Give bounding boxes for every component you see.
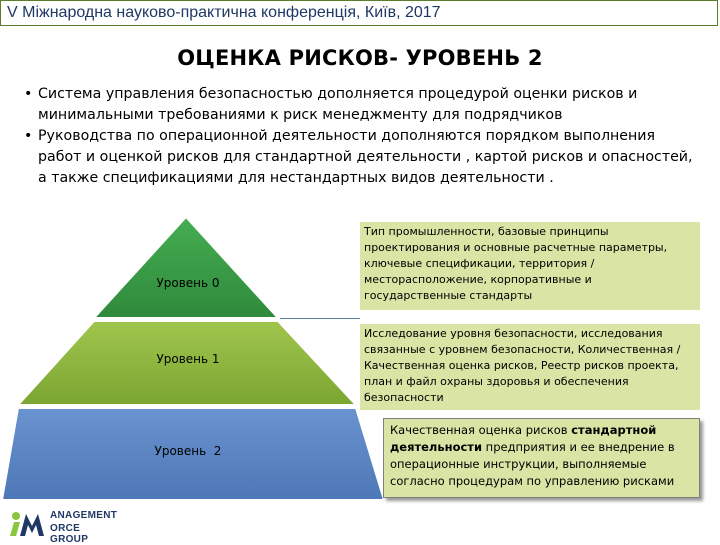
slide-title: ОЦЕНКА РИСКОВ- УРОВЕНЬ 2 [177, 46, 543, 70]
bullet-item: • Руководства по операционной деятельности дополняются порядком выполнения работ и оценкой рисков для стандартной деятельности , картой рисков и опасностей, а также спецификациями для нестандартных видов деятельности . [24, 126, 694, 189]
level-2-description [383, 418, 700, 498]
bullet-item: • Система управления безопасностью дополняется процедурой оценки рисков и минимальными требованиями к риск менеджменту для подрядчиков [24, 84, 694, 126]
pyramid-level-0-label: Уровень 0 [156, 276, 220, 290]
company-logo [6, 508, 118, 545]
pyramid-level-1-label: Уровень 1 [156, 352, 220, 366]
level-2-emphasis: стандартной деятельности [390, 423, 657, 454]
level-2-text: предприятия и ее внедрение в операционные инструкции, выполняемые согласно процедурам по управлению рисками [390, 440, 675, 488]
logo-mark-icon [6, 508, 50, 538]
level-1-description: Исследование уровня безопасности, исследования связанные с уровнем безопасности, Количественная /Качественная оценка рисков, Реестр рисков проекта, план и файл охраны здоровья и обеспечения безопасности [360, 324, 700, 410]
logo-line-2: ORCE GROUP [50, 523, 89, 545]
pyramid-level-0 [94, 217, 278, 318]
connector-line [280, 318, 360, 319]
logo-line-1: ANAGEMENT [50, 510, 118, 521]
conference-banner: V Міжнародна науково-практична конференція, Київ, 2017 [0, 0, 718, 26]
level-2-text: Качественная оценка рисков [390, 423, 572, 437]
pyramid-level-2-label: Уровень 2 [154, 444, 222, 458]
level-0-description: Тип промышленности, базовые принципы проектирования и основные расчетные параметры, ключевые спецификации, территория /месторасположение, корпоративные и государственные стандарты [360, 222, 700, 310]
